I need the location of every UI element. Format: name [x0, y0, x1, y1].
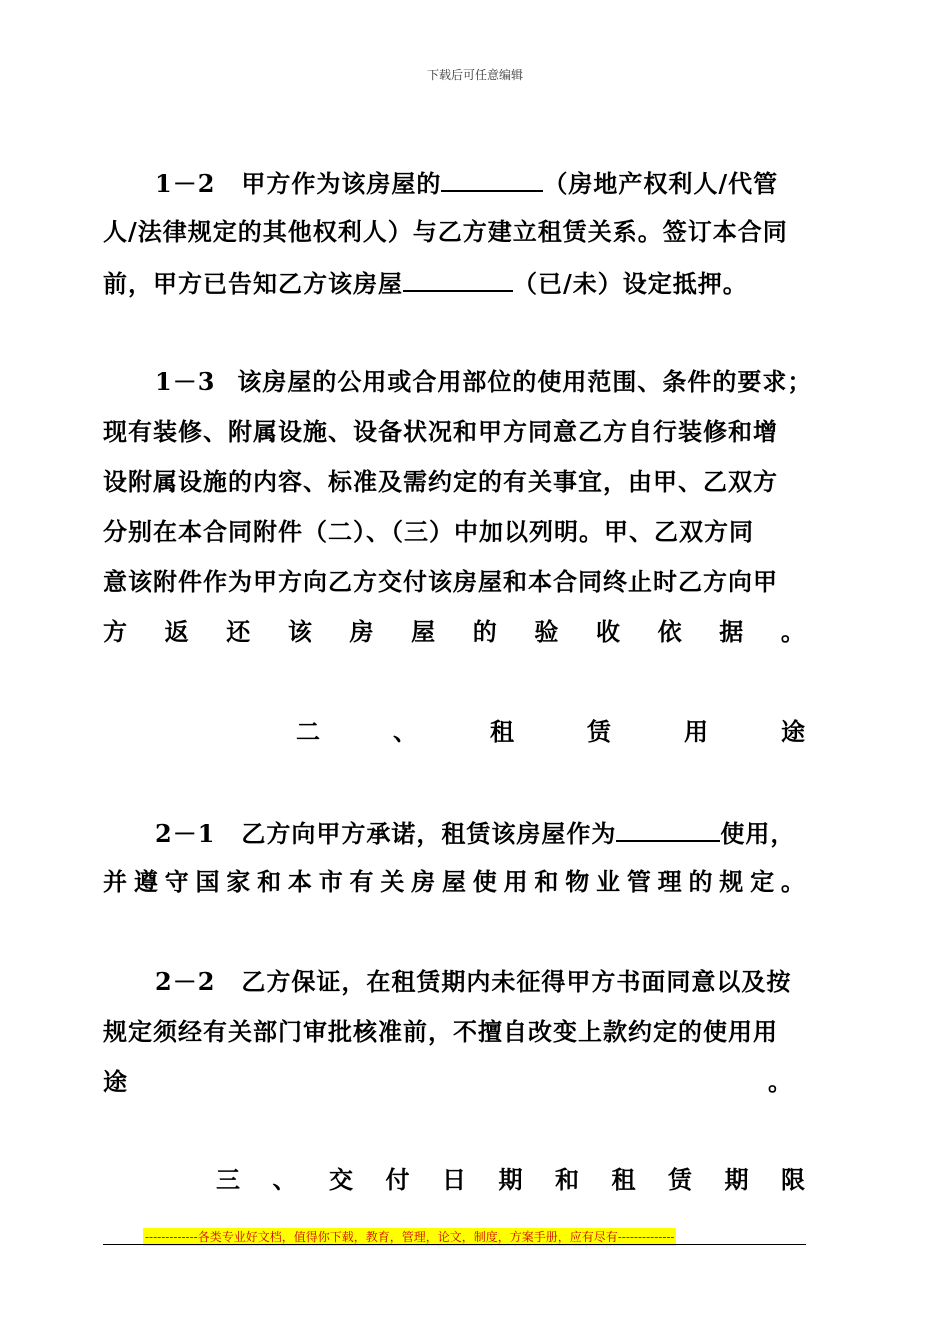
clause-1-3-line-3: 设附属设施的内容、标准及需约定的有关事宜，由甲、乙双方: [103, 467, 778, 496]
char: 使: [472, 867, 498, 896]
char: 。: [780, 617, 806, 646]
char: 屋: [411, 617, 437, 646]
fill-blank[interactable]: [403, 266, 513, 292]
title-char: 、: [393, 717, 418, 746]
char: 关: [380, 867, 406, 896]
clause-number: 2－2: [155, 967, 216, 996]
title-char: 租: [490, 717, 515, 746]
char: 定: [750, 867, 776, 896]
char: 规: [719, 867, 745, 896]
char: 的: [688, 867, 714, 896]
clause-1-3-line-6: [103, 616, 806, 648]
clause-1-2-line-2: 人/法律规定的其他权利人）与乙方建立租赁关系。签订本合同: [103, 217, 788, 246]
char: 途: [103, 1067, 128, 1096]
title-char: 二: [296, 717, 321, 746]
clause-2-2-line-1: [103, 966, 858, 998]
char: 房: [349, 617, 375, 646]
char: 国: [195, 867, 221, 896]
char: 遵: [133, 867, 159, 896]
title-char: 、: [272, 1165, 298, 1194]
char: 收: [596, 617, 621, 646]
clause-1-3-line-2: 现有装修、附属设施、设备状况和甲方同意乙方自行装修和增: [103, 417, 778, 446]
title-char: 交: [329, 1165, 354, 1194]
char: 和: [534, 867, 560, 896]
footer-banner: -------------各类专业好文档，值得你下载，教育，管理，论文，制度，方案手册，应有尽有--------------: [145, 1230, 675, 1244]
section-2-title: [296, 716, 806, 748]
char: 依: [657, 617, 683, 646]
char: 的: [472, 617, 498, 646]
clause-number: 1－3: [155, 367, 216, 396]
title-char: 和: [555, 1165, 580, 1194]
char: 市: [318, 867, 344, 896]
title-char: 日: [442, 1165, 467, 1194]
char: 管: [626, 867, 652, 896]
char: 。: [780, 867, 806, 896]
char: 方: [103, 617, 128, 646]
clause-1-3-line-1: [103, 366, 858, 398]
clause-text: 使用，: [720, 819, 796, 848]
char: 本: [287, 867, 313, 896]
clause-1-2-line-1: [103, 166, 858, 200]
title-char: 用: [684, 717, 709, 746]
fill-blank[interactable]: [441, 166, 543, 192]
char: 房: [411, 867, 437, 896]
title-char: 期: [498, 1165, 524, 1194]
clause-text: 乙方保证，在租赁期内未征得甲方书面同意以及按: [241, 967, 792, 996]
char: 理: [657, 867, 683, 896]
char: 和: [257, 867, 283, 896]
clause-1-3-line-5: 意该附件作为甲方向乙方交付该房屋和本合同终止时乙方向甲: [103, 567, 778, 596]
char: 返: [164, 617, 190, 646]
clause-text: 甲方作为该房屋的: [241, 169, 442, 198]
char: 物: [565, 867, 591, 896]
char: 家: [226, 867, 252, 896]
clause-2-2-line-2: 规定须经有关部门审批核准前，不擅自改变上款约定的使用用: [103, 1017, 778, 1046]
char: 还: [226, 617, 252, 646]
title-char: 限: [781, 1165, 806, 1194]
char: 。: [768, 1067, 793, 1096]
fill-blank[interactable]: [616, 816, 720, 842]
char: 并: [103, 867, 128, 896]
char: 该: [287, 617, 313, 646]
clause-text: 前，甲方已告知乙方该房屋: [103, 269, 403, 298]
page-header: 下载后可任意编辑: [426, 68, 523, 82]
title-char: 三: [216, 1165, 241, 1194]
section-3-title: [216, 1164, 806, 1196]
char: 守: [164, 867, 190, 896]
clause-2-1-line-2: [103, 866, 806, 898]
clause-2-2-line-3: [103, 1066, 793, 1098]
char: 验: [534, 617, 560, 646]
clause-text: （房地产权利人/代管: [543, 169, 779, 198]
title-char: 赁: [587, 717, 612, 746]
title-char: 赁: [668, 1165, 693, 1194]
clause-2-1-line-1: [103, 816, 858, 850]
clause-number: 2－1: [155, 819, 216, 848]
clause-1-2-line-3: [103, 266, 806, 300]
char: 业: [596, 867, 621, 896]
char: 屋: [441, 867, 467, 896]
clause-text: 该房屋的公用或合用部位的使用范围、条件的要求；: [237, 367, 813, 396]
clause-number: 1－2: [155, 169, 216, 198]
title-char: 途: [781, 717, 806, 746]
title-char: 期: [724, 1165, 750, 1194]
footer-rule: [103, 1244, 806, 1245]
char: 有: [349, 867, 375, 896]
clause-text: （已/未）设定抵押。: [513, 269, 748, 298]
clause-text: 乙方向甲方承诺，租赁该房屋作为: [241, 819, 617, 848]
char: 用: [503, 867, 529, 896]
title-char: 付: [385, 1165, 411, 1194]
title-char: 租: [611, 1165, 637, 1194]
char: 据: [719, 617, 745, 646]
clause-1-3-line-4: 分别在本合同附件（二）、（三）中加以列明。甲、乙双方同: [103, 517, 754, 546]
